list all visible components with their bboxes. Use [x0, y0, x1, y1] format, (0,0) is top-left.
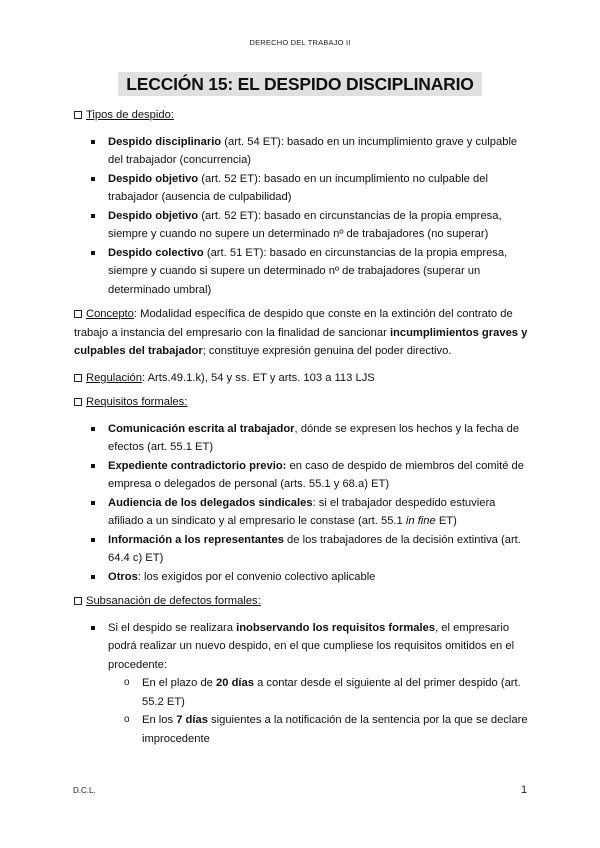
sub-bold: 20 días [216, 677, 254, 689]
section-heading: Tipos de despido: [86, 109, 174, 121]
list-item [108, 133, 532, 170]
sub-text-end: siguientes a la notificación de la sentencia por la que se declare improcedente [142, 714, 528, 745]
page-number: 1 [521, 784, 528, 796]
definition: (art. 51 ET): basado en circunstancias de la propia empresa, siempre y cuando si supere un determinado nº de trabajadores (superar un determinado umbral) [108, 246, 508, 296]
checkbox-icon [74, 374, 82, 382]
sub-text: En el plazo de [142, 677, 217, 689]
term: Información a los representantes [108, 533, 284, 546]
concepto-text-end: ; constituye expresión genuina del poder directivo. [202, 345, 452, 357]
sub-list-item [142, 674, 532, 711]
term: Despido objetivo [108, 209, 199, 222]
list-item [108, 494, 532, 531]
list-item [108, 244, 532, 300]
sub-list [108, 674, 532, 748]
definition: : los exigidos por el convenio colectivo aplicable [137, 570, 376, 583]
list-item [108, 420, 532, 457]
section-label: Regulación [86, 371, 142, 384]
subsanacion-list [74, 619, 532, 749]
sub-bold: 7 días [176, 714, 208, 726]
sub-text: En los [142, 714, 177, 726]
item-text-end: , el empresario podrá realizar un nuevo despido, en el que cumpliese los requisitos omitidos en el procedente: [108, 621, 515, 671]
definition-end: ET) [435, 515, 457, 527]
checkbox-icon [74, 310, 82, 318]
definition: (art. 54 ET): basado en un incumplimiento grave y culpable del trabajador (concurrencia) [108, 135, 518, 166]
running-header: DERECHO DEL TRABAJO II [249, 38, 351, 47]
footer-author: D.C.L. [73, 786, 96, 795]
list-item [108, 531, 532, 568]
section-regulacion [74, 369, 532, 388]
tipos-list [74, 133, 532, 300]
page-title: LECCIÓN 15: EL DESPIDO DISCIPLINARIO [118, 72, 482, 96]
definition: (art. 52 ET): basado en circunstancias de la propia empresa, siempre y cuando no supere un determinado nº de trabajadores (no superar) [108, 209, 502, 240]
concepto-bold: incumplimientos graves y culpables del trabajador [74, 326, 528, 357]
italic-term: in fine [405, 515, 436, 527]
requisitos-list [74, 420, 532, 587]
checkbox-icon [74, 111, 82, 119]
list-item [108, 568, 532, 587]
section-concepto [74, 305, 532, 361]
term: Audiencia de los delegados sindicales [108, 496, 313, 509]
item-bold: inobservando los requisitos formales [236, 621, 436, 634]
section-label: Concepto [86, 308, 134, 320]
term: Despido disciplinario [108, 135, 222, 148]
term: Otros [108, 570, 138, 583]
section-heading: Requisitos formales: [86, 396, 188, 408]
concepto-text: : Modalidad específica de despido que conste en la extinción del contrato de trabajo a instancia del empresario con la finalidad de sancionar [74, 308, 513, 339]
term: Despido colectivo [108, 246, 204, 259]
list-item [108, 170, 532, 207]
checkbox-icon [74, 398, 82, 406]
section-tipos [74, 106, 532, 125]
term: Expediente contradictorio previo: [108, 459, 287, 472]
definition: : si el trabajador despedido estuviera afiliado a un sindicato y al empresario le constase (art. 55.1 [108, 496, 496, 527]
section-heading: Subsanación de defectos formales: [86, 595, 261, 607]
section-requisitos [74, 393, 532, 412]
checkbox-icon [74, 597, 82, 605]
definition: de los trabajadores de la decisión extintiva (art. 64.4 c) ET) [108, 533, 521, 564]
definition: (art. 52 ET): basado en un incumplimiento no culpable del trabajador (ausencia de culpabilidad) [108, 172, 488, 203]
sub-text-end: a contar desde el siguiente al del primer despido (art. 55.2 ET) [142, 677, 521, 708]
document-body [74, 106, 532, 754]
term: Comunicación escrita al trabajador [108, 422, 295, 435]
list-item [108, 457, 532, 494]
list-item [108, 619, 532, 749]
item-text: Si el despido se realizara [108, 621, 237, 634]
list-item [108, 207, 532, 244]
regulacion-text: : Arts.49.1.k), 54 y ss. ET y arts. 103 a 113 LJS [141, 371, 375, 384]
sub-list-item [142, 711, 532, 748]
definition: en caso de despido de miembros del comité de empresa o delegados de personal (arts. 55.1 y 68.a) ET) [108, 459, 524, 490]
definition: , dónde se expresen los hechos y la fecha de efectos (art. 55.1 ET) [108, 422, 520, 453]
term: Despido objetivo [108, 172, 199, 185]
section-subsanacion [74, 592, 532, 611]
